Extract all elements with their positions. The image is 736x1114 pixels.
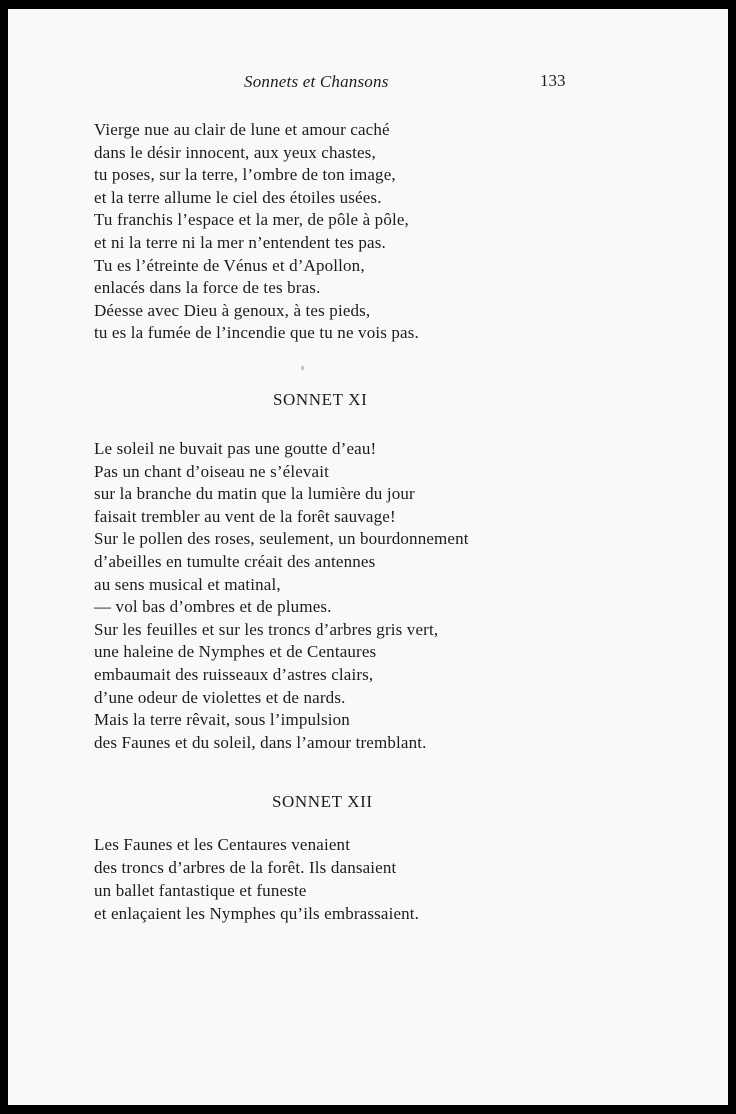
verse-line: une haleine de Nymphes et de Centaures bbox=[94, 642, 377, 662]
sonnet-xii-title: SONNET XII bbox=[272, 792, 373, 811]
verse-line: des troncs d’arbres de la forêt. Ils dansaient bbox=[94, 858, 397, 877]
running-title: Sonnets et Chansons bbox=[244, 72, 389, 91]
verse-line: tu es la fumée de l’incendie que tu ne vois pas. bbox=[94, 323, 419, 343]
verse-line: d’abeilles en tumulte créait des antennes bbox=[94, 551, 376, 571]
ink-speck bbox=[301, 366, 304, 370]
page-number: 133 bbox=[540, 71, 566, 90]
verse-line: et enlaçaient les Nymphes qu’ils embrassaient. bbox=[94, 904, 420, 923]
verse-line: au sens musical et matinal, bbox=[94, 574, 281, 594]
verse-line: enlacés dans la force de tes bras. bbox=[94, 278, 321, 298]
verse-line: Déesse avec Dieu à genoux, à tes pieds, bbox=[94, 300, 371, 320]
verse-line: d’une odeur de violettes et de nards. bbox=[94, 687, 346, 707]
verse-line: et ni la terre ni la mer n’entendent tes pas. bbox=[94, 232, 386, 252]
verse-line: tu poses, sur la terre, l’ombre de ton image, bbox=[94, 165, 396, 185]
poem-continuation bbox=[94, 119, 419, 345]
verse-line: Le soleil ne buvait pas une goutte d’eau! bbox=[94, 439, 377, 458]
verse-line: Tu franchis l’espace et la mer, de pôle à pôle, bbox=[94, 210, 409, 230]
verse-line: et la terre allume le ciel des étoiles usées. bbox=[94, 187, 382, 207]
verse-line: Sur les feuilles et sur les troncs d’arbres gris vert, bbox=[94, 619, 439, 639]
verse-line: sur la branche du matin que la lumière du jour bbox=[94, 484, 415, 504]
verse-line: Les Faunes et les Centaures venaient bbox=[94, 835, 351, 854]
verse-line: faisait trembler au vent de la forêt sauvage! bbox=[94, 506, 396, 526]
verse-line: dans le désir innocent, aux yeux chastes, bbox=[94, 142, 376, 162]
verse-line: embaumait des ruisseaux d’astres clairs, bbox=[94, 664, 374, 684]
sonnet-xii-text bbox=[94, 833, 419, 925]
sonnet-xi-title: SONNET XI bbox=[273, 390, 368, 409]
verse-line: — vol bas d’ombres et de plumes. bbox=[94, 597, 332, 617]
verse-line: Pas un chant d’oiseau ne s’élevait bbox=[94, 461, 329, 481]
verse-line: Vierge nue au clair de lune et amour caché bbox=[94, 120, 390, 139]
verse-line: Sur le pollen des roses, seulement, un bourdonnement bbox=[94, 529, 469, 549]
sonnet-xi-text bbox=[94, 438, 469, 754]
verse-line: un ballet fantastique et funeste bbox=[94, 881, 307, 900]
book-page bbox=[8, 9, 728, 1105]
verse-line: Tu es l’étreinte de Vénus et d’Apollon, bbox=[94, 255, 365, 275]
verse-line: des Faunes et du soleil, dans l’amour tremblant. bbox=[94, 732, 427, 752]
verse-line: Mais la terre rêvait, sous l’impulsion bbox=[94, 710, 350, 730]
